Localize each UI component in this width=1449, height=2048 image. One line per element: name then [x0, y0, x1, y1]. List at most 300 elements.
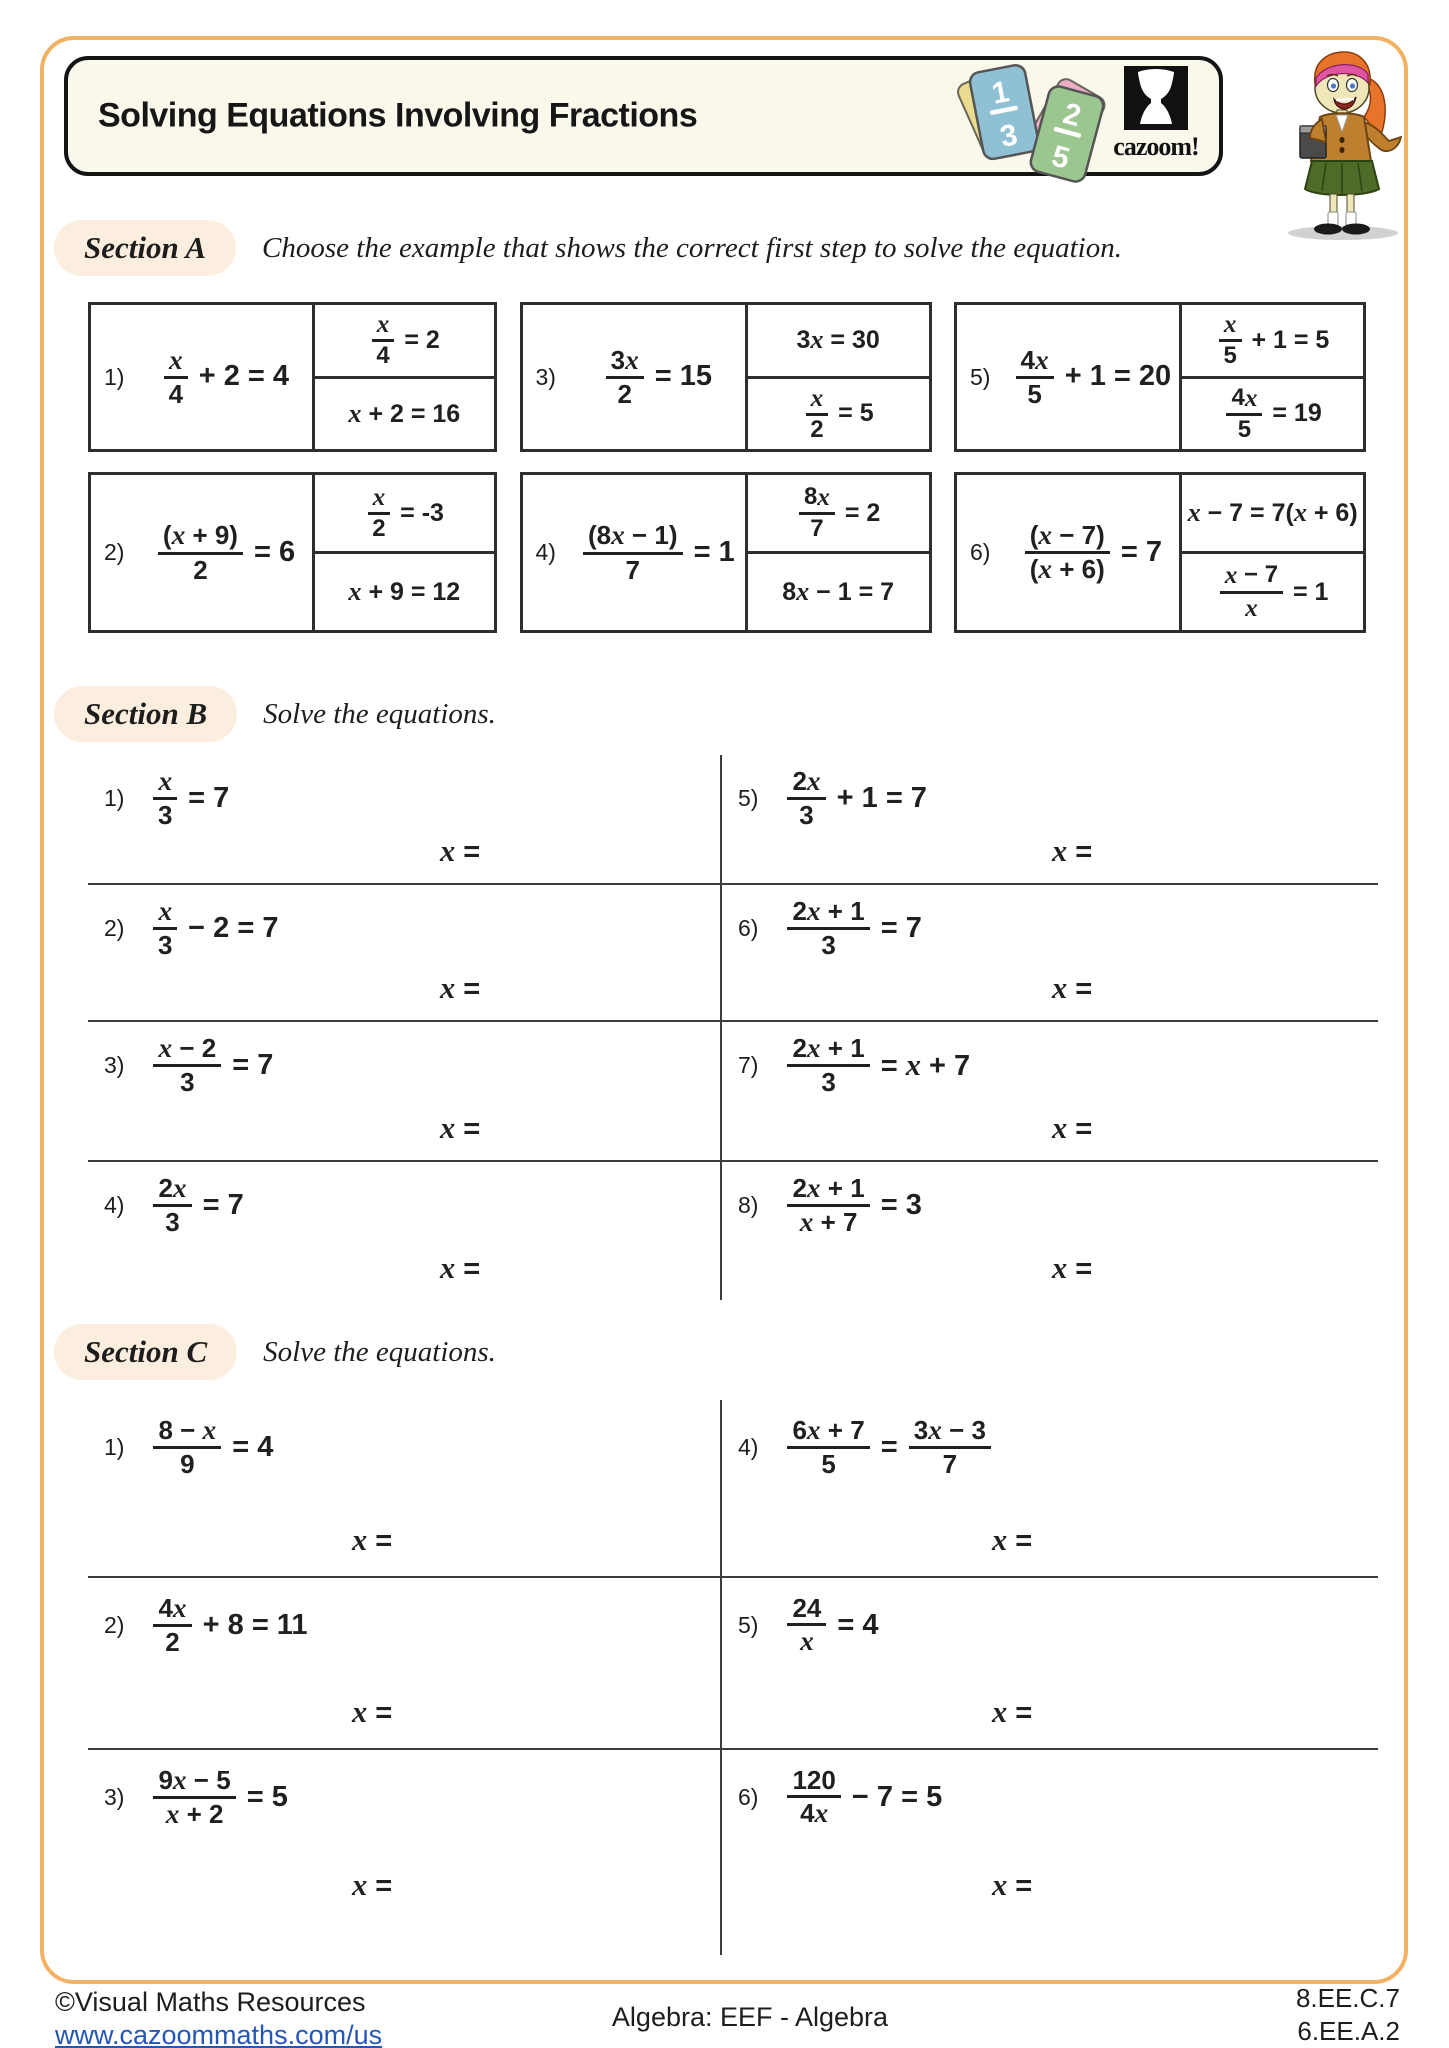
fraction	[153, 1766, 235, 1830]
problem-head	[88, 1400, 720, 1479]
section-b-grid	[88, 755, 1378, 1300]
page-title: Solving Equations Involving Fractions	[98, 96, 698, 135]
problem-number: 4)	[104, 1191, 125, 1218]
section-c-header	[54, 1324, 496, 1380]
answer-blank[interactable]	[440, 834, 480, 869]
problem-group-1	[88, 302, 500, 452]
fraction-denominator: 7	[625, 554, 640, 585]
solve-cell-4	[722, 1400, 1378, 1578]
problem-head	[88, 885, 720, 960]
variable-x: x	[440, 1251, 456, 1285]
equation: 8 x 7 = 2	[796, 484, 880, 542]
fraction	[1016, 346, 1054, 409]
fraction-numerator: x − 7	[1220, 562, 1283, 593]
equation: $\frac{x}{3}$ = 7	[150, 767, 229, 830]
fraction-numerator: 2 x + 1	[787, 1034, 869, 1067]
option-cell[interactable]	[1179, 472, 1366, 554]
fraction-denominator: 3	[165, 1207, 180, 1238]
variable-x: x	[158, 896, 173, 926]
equation: 2 x + 1 3 = 7	[784, 897, 921, 960]
fraction	[606, 346, 644, 409]
section-c-label: Section C	[54, 1324, 237, 1380]
problem-head	[88, 1162, 720, 1237]
problem-number: 5)	[738, 1611, 759, 1638]
variable-x: x	[814, 1798, 829, 1829]
answer-blank[interactable]	[1052, 971, 1092, 1006]
option-cell[interactable]	[312, 376, 497, 453]
answer-blank[interactable]	[352, 1868, 392, 1903]
problem-number: 3)	[535, 363, 556, 390]
option-cell[interactable]	[745, 376, 932, 453]
variable-x: x	[352, 1868, 368, 1902]
section-a-instruction: Choose the example that shows the correct first step to solve the equation.	[262, 231, 1122, 264]
equation: 8 − x 9 = 4	[150, 1416, 273, 1479]
fraction-denominator: 4	[376, 342, 390, 370]
fraction-numerator	[806, 385, 829, 416]
fraction	[158, 521, 243, 584]
fraction	[1219, 311, 1242, 369]
problem-number: 6)	[738, 914, 759, 941]
fraction-denominator: 3	[158, 800, 173, 831]
section-a-header	[54, 220, 1122, 276]
fraction-numerator: 2 x	[787, 767, 825, 800]
fraction	[153, 1594, 191, 1657]
equation: x =	[992, 1868, 1033, 1902]
variable-x: x	[817, 483, 830, 511]
fraction-denominator	[1245, 594, 1258, 622]
equation: x − 7 = 7(x + 6)	[1187, 498, 1358, 527]
variable-x: x	[1224, 562, 1238, 590]
equation: 3x = 30	[796, 325, 880, 355]
variable-x: x	[1035, 344, 1049, 375]
option-cell[interactable]	[745, 472, 932, 554]
solve-cell-5	[722, 755, 1378, 885]
fraction	[368, 484, 391, 542]
equation: $\frac{x}{4}$ = 2	[369, 311, 440, 369]
answer-blank[interactable]	[440, 1111, 480, 1146]
fraction-numerator: 8 − x	[153, 1416, 221, 1449]
problem-number: 7)	[738, 1051, 759, 1078]
problem-cell-3	[520, 302, 748, 452]
answer-blank[interactable]	[440, 1251, 480, 1286]
variable-x: x	[348, 398, 362, 428]
equation: x =	[1052, 971, 1093, 1005]
variable-x: x	[376, 311, 390, 339]
section-b-header	[54, 686, 496, 742]
solve-cell-5	[722, 1578, 1378, 1750]
problem-group-3	[520, 302, 935, 452]
option-cell[interactable]	[1179, 551, 1366, 633]
variable-x: x	[806, 1173, 821, 1203]
option-cell[interactable]	[312, 472, 497, 554]
solve-cell-4	[88, 1162, 722, 1300]
fraction-numerator: 24	[787, 1594, 826, 1626]
problem-cell-4	[520, 472, 748, 633]
section-b-label: Section B	[54, 686, 237, 742]
fraction-denominator: 3	[821, 930, 836, 961]
problem-number: 6)	[738, 1783, 759, 1810]
fraction-denominator: 5	[1027, 379, 1042, 410]
option-cell[interactable]	[1179, 302, 1366, 379]
solve-cell-2	[88, 1578, 722, 1750]
section-b-instruction: Solve the equations.	[263, 697, 496, 730]
fraction-numerator	[368, 484, 391, 515]
equation: x =	[992, 1523, 1033, 1557]
fraction-numerator: 4 x	[1226, 385, 1262, 416]
cazoom-logo	[1100, 66, 1212, 162]
fraction	[153, 1034, 221, 1097]
solve-cell-3	[88, 1750, 722, 1955]
fraction-denominator: 7	[942, 1449, 958, 1480]
fraction-denominator: 4 x	[800, 1798, 829, 1829]
fraction-numerator: 4 x	[153, 1594, 191, 1627]
variable-x: x	[1038, 554, 1053, 584]
fraction-numerator: (8 x − 1)	[583, 521, 683, 554]
solve-cell-6	[722, 1750, 1378, 1955]
fraction	[372, 311, 395, 369]
problem-cell-2	[88, 472, 315, 633]
fraction-denominator: 3	[821, 1067, 836, 1098]
svg-text:1: 1	[989, 75, 1012, 111]
equation: x =	[1052, 1251, 1093, 1285]
problem-number: 1)	[104, 1433, 125, 1460]
variable-x: x	[806, 1415, 821, 1445]
problem-head	[88, 755, 720, 830]
variable-x: x	[625, 344, 639, 375]
problem-head	[722, 1400, 1378, 1479]
variable-x: x	[158, 1033, 173, 1063]
variable-x: x	[1293, 498, 1307, 527]
solve-cell-2	[88, 885, 722, 1022]
fraction-numerator: 3 x − 3	[909, 1416, 991, 1449]
problem-head	[722, 1578, 1378, 1657]
problem-head	[88, 1578, 720, 1657]
equation: $\frac{24}{x}$ = 4	[784, 1594, 878, 1657]
fraction	[1226, 385, 1262, 443]
fraction	[787, 897, 869, 960]
solve-cell-8	[722, 1162, 1378, 1300]
equation: 6 x + 7 5 = 3 x − 3 7	[784, 1416, 994, 1479]
variable-x: x	[1052, 1111, 1068, 1145]
variable-x: x	[1052, 834, 1068, 868]
fraction-numerator: ( x + 9)	[158, 521, 243, 554]
fraction-denominator: 7	[810, 515, 824, 543]
problem-group-4	[520, 472, 935, 633]
problem-number: 1)	[104, 363, 125, 390]
fraction	[787, 1416, 869, 1479]
variable-x: x	[202, 1415, 217, 1445]
equation: ( x − 7) ( x + 6) = 7	[1010, 521, 1179, 585]
fraction	[164, 346, 188, 409]
fraction-card-two-fifths	[1029, 84, 1106, 183]
variable-x: x	[172, 1765, 187, 1795]
fraction-denominator: 2	[372, 515, 386, 543]
fraction	[1025, 521, 1110, 585]
answer-blank[interactable]	[992, 1868, 1032, 1903]
fraction	[806, 385, 829, 443]
variable-x: x	[810, 384, 824, 412]
fraction-numerator: ( x − 7)	[1025, 521, 1110, 554]
equation: x + 9 = 12	[348, 577, 461, 606]
option-cell[interactable]	[1179, 376, 1366, 453]
fraction-denominator: 3	[799, 800, 814, 831]
equation: $\frac{x}{2}$ = 5	[803, 385, 874, 443]
fraction-denominator: 5	[1237, 415, 1252, 443]
equation: 4 x 5 = 19	[1223, 385, 1321, 443]
variable-x: x	[806, 1033, 821, 1063]
variable-x: x	[799, 1207, 814, 1238]
fraction-numerator	[1219, 311, 1242, 342]
fraction-denominator: 3	[180, 1067, 195, 1098]
variable-x: x	[992, 1523, 1008, 1557]
cazoom-vase-icon	[1124, 66, 1188, 130]
equation: 3 x 2 = 15	[576, 346, 745, 409]
fraction	[909, 1416, 991, 1479]
fraction-numerator	[153, 897, 177, 930]
equation: 4 x 5 + 1 = 20	[1010, 346, 1179, 409]
equation: 120 4 x − 7 = 5	[784, 1766, 942, 1829]
equation: $\frac{x}{4}$ + 2 = 4	[144, 346, 311, 409]
fraction-numerator: 2 x	[153, 1174, 191, 1207]
problem-number: 2)	[104, 539, 125, 565]
copyright-text: ©Visual Maths Resources	[55, 1987, 366, 2017]
fraction	[787, 767, 825, 830]
equation: $\frac{x}{5}$ + 1 = 5	[1216, 311, 1329, 369]
solve-cell-3	[88, 1022, 722, 1162]
fraction-numerator: 9 x − 5	[153, 1766, 235, 1799]
variable-x: x	[810, 325, 824, 355]
problem-head	[722, 1750, 1378, 1829]
section-c-grid	[88, 1400, 1378, 1955]
answer-blank[interactable]	[440, 971, 480, 1006]
variable-x: x	[806, 896, 821, 926]
problem-head	[722, 755, 1378, 830]
fraction	[153, 1416, 221, 1479]
variable-x: x	[165, 1799, 180, 1830]
svg-text:5: 5	[1048, 139, 1073, 176]
answer-blank[interactable]	[352, 1523, 392, 1558]
variable-x: x	[611, 520, 625, 551]
fraction-denominator: 5	[821, 1449, 836, 1480]
options-stack	[1179, 472, 1366, 633]
variable-x: x	[352, 1523, 368, 1557]
footer-topic: Algebra: EEF - Algebra	[611, 2002, 889, 2032]
variable-x: x	[928, 1415, 942, 1445]
variable-x: x	[992, 1695, 1008, 1729]
equation: 4 x 2 + 8 = 11	[150, 1594, 307, 1657]
equation: x =	[440, 834, 481, 868]
variable-x: x	[348, 577, 362, 606]
answer-blank[interactable]	[1052, 1251, 1092, 1286]
problem-cell-5	[954, 302, 1182, 452]
variable-x: x	[1244, 384, 1258, 412]
problem-number: 5)	[738, 784, 759, 811]
variable-x: x	[172, 1173, 187, 1203]
fraction-numerator: 8 x	[799, 484, 835, 515]
svg-text:3: 3	[997, 118, 1021, 154]
equation: x =	[440, 971, 481, 1005]
equation: x =	[1052, 834, 1093, 868]
solve-cell-1	[88, 1400, 722, 1578]
variable-x: x	[171, 520, 186, 551]
problem-number: 8)	[738, 1192, 759, 1219]
fraction-numerator: 120	[787, 1766, 840, 1798]
variable-x: x	[1223, 311, 1237, 339]
fraction-numerator	[164, 346, 188, 379]
equation: 9 x − 5 x + 2 = 5	[150, 1766, 287, 1830]
footer-left	[55, 1986, 382, 2048]
options-stack	[312, 472, 497, 633]
variable-x: x	[172, 1593, 187, 1623]
problem-head	[88, 1022, 720, 1097]
cazoom-website-link[interactable]: www.cazoommaths.com/us	[55, 2019, 383, 2048]
problem-cell-1	[88, 302, 315, 452]
option-cell[interactable]	[745, 551, 932, 633]
equation: 2 x + 1 3 = x + 7	[784, 1034, 970, 1097]
variable-x: x	[796, 577, 810, 606]
problem-number: 5)	[970, 363, 991, 390]
options-stack	[312, 302, 497, 452]
equation: 8x − 1 = 7	[782, 577, 895, 606]
options-stack	[1179, 302, 1366, 452]
equation: 2 x 3 = 7	[150, 1174, 243, 1237]
fraction-denominator	[800, 1626, 814, 1656]
problem-number: 1)	[104, 784, 125, 811]
variable-x: x	[352, 1695, 368, 1729]
equation: x =	[1052, 1111, 1093, 1145]
problem-number: 3)	[104, 1051, 125, 1078]
fraction-denominator: ( x + 6)	[1029, 554, 1105, 584]
problem-number: 6)	[970, 539, 991, 565]
solve-cell-7	[722, 1022, 1378, 1162]
variable-x: x	[1187, 498, 1201, 527]
fraction	[787, 1594, 826, 1657]
variable-x: x	[992, 1868, 1008, 1902]
answer-blank[interactable]	[1052, 1111, 1092, 1146]
fraction-numerator	[372, 311, 395, 342]
fraction	[799, 484, 835, 542]
variable-x: x	[158, 766, 173, 796]
problem-group-6	[954, 472, 1369, 633]
answer-blank[interactable]	[992, 1695, 1032, 1730]
problem-number: 3)	[104, 1784, 125, 1811]
equation: $\frac{x}{3}$ − 2 = 7	[150, 897, 278, 960]
variable-x: x	[1052, 1251, 1068, 1285]
equation: $\frac{x}{2}$ = -3	[365, 484, 444, 542]
fraction-numerator	[153, 767, 177, 800]
problem-cell-6	[954, 472, 1182, 633]
fraction	[787, 1034, 869, 1097]
fraction	[153, 767, 177, 830]
equation: x − 2 3 = 7	[150, 1034, 273, 1097]
fraction-denominator: 2	[165, 1627, 180, 1658]
equation: x + 2 = 16	[348, 398, 461, 428]
standard-code: 8.EE.C.7	[1295, 1983, 1400, 2013]
standard-code: 6.EE.A.2	[1297, 2015, 1400, 2046]
fraction	[787, 1174, 869, 1238]
variable-x: x	[1052, 971, 1068, 1005]
answer-blank[interactable]	[1052, 834, 1092, 869]
cazoom-logo-text: cazoom!	[1113, 132, 1199, 161]
equation: x =	[352, 1868, 393, 1902]
fraction	[1220, 562, 1283, 621]
svg-text:2: 2	[1059, 97, 1085, 134]
fraction-denominator: 2	[193, 554, 208, 585]
fraction	[583, 521, 683, 584]
equation: 2 x + 1 x + 7 = 3	[784, 1174, 921, 1238]
equation: (8 x − 1) 7 = 1	[576, 521, 745, 584]
equation: x =	[440, 1111, 481, 1145]
option-cell[interactable]	[312, 551, 497, 633]
problem-head	[722, 1022, 1378, 1097]
variable-x: x	[1038, 519, 1053, 550]
fraction	[787, 1766, 840, 1829]
fraction-numerator: 6 x + 7	[787, 1416, 869, 1449]
fraction-denominator: 9	[180, 1449, 195, 1480]
problem-number: 2)	[104, 914, 125, 941]
student-character-illustration	[1248, 42, 1444, 242]
equation: x =	[352, 1695, 393, 1729]
section-a-grid	[88, 302, 1369, 633]
equation: x − 7 x = 1	[1217, 562, 1329, 621]
section-c-instruction: Solve the equations.	[263, 1335, 496, 1368]
variable-x: x	[806, 766, 821, 796]
equation: 2 x 3 + 1 = 7	[784, 767, 926, 830]
option-cell[interactable]	[312, 302, 497, 379]
answer-blank[interactable]	[352, 1695, 392, 1730]
problem-number: 4)	[535, 539, 556, 565]
variable-x: x	[440, 1111, 456, 1145]
fraction-denominator: 2	[810, 415, 824, 443]
fraction-cards-icon	[955, 58, 1115, 193]
fraction-denominator: x + 2	[165, 1799, 224, 1830]
footer-standards	[1296, 1982, 1400, 2047]
solve-cell-6	[722, 885, 1378, 1022]
fraction-denominator: 5	[1223, 342, 1237, 370]
solve-cell-1	[88, 755, 722, 885]
fraction-denominator: 3	[158, 930, 173, 961]
fraction	[153, 897, 177, 960]
fraction-numerator: x − 2	[153, 1034, 221, 1067]
variable-x: x	[800, 1626, 814, 1657]
variable-x: x	[440, 834, 456, 868]
problem-head	[88, 1750, 720, 1830]
fraction-card-one-third	[968, 64, 1040, 161]
fraction-numerator: 2 x + 1	[787, 897, 869, 930]
problem-group-5	[954, 302, 1369, 452]
fraction-denominator: 4	[168, 379, 184, 410]
equation: x =	[440, 1251, 481, 1285]
answer-blank[interactable]	[992, 1523, 1032, 1558]
fraction-numerator: 2 x + 1	[787, 1174, 869, 1207]
problem-group-2	[88, 472, 500, 633]
equation: ( x + 9) 2 = 6	[144, 521, 311, 584]
problem-number: 2)	[104, 1611, 125, 1638]
variable-x: x	[440, 971, 456, 1005]
options-stack	[745, 472, 932, 633]
problem-number: 4)	[738, 1433, 759, 1460]
options-stack	[745, 302, 932, 452]
variable-x: x	[169, 344, 183, 375]
fraction	[153, 1174, 191, 1237]
variable-x: x	[905, 1047, 921, 1082]
fraction-numerator: 3 x	[606, 346, 644, 379]
problem-head	[722, 1162, 1378, 1238]
variable-x: x	[372, 483, 386, 511]
equation: x =	[992, 1695, 1033, 1729]
fraction-numerator: 4 x	[1016, 346, 1054, 379]
option-cell[interactable]	[745, 302, 932, 379]
